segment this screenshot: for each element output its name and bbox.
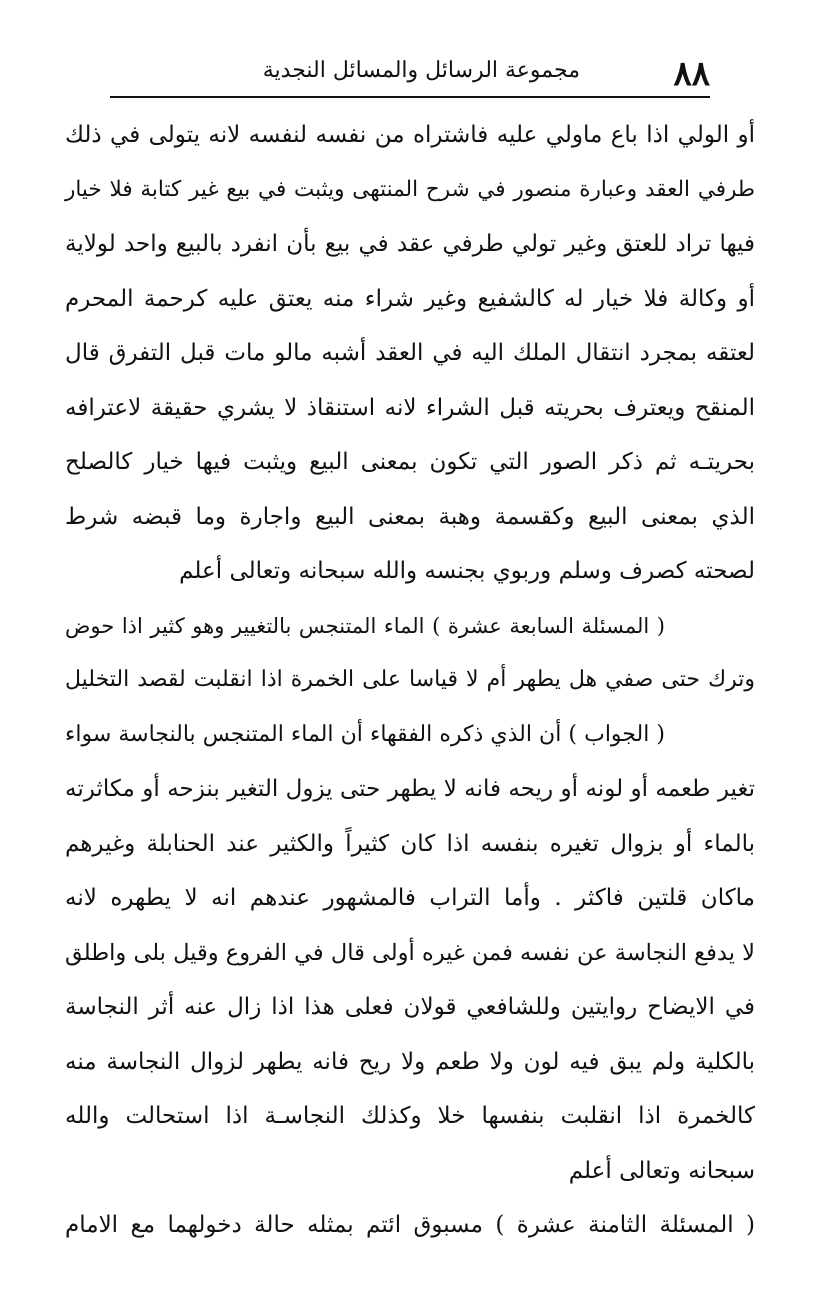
body-text [65, 108, 755, 1253]
text-line: ( المسئلة السابعة عشرة ) الماء المتنجس بالتغيير وهو كثير اذا حوض [65, 613, 665, 638]
text-line: الذي بمعنى البيع وكقسمة وهبة بمعنى البيع واجارة وما قبضه شرط [65, 503, 755, 530]
text-line: وترك حتى صفي هل يطهر أم لا قياسا على الخمرة اذا انقلبت لقصد التخليل [65, 667, 755, 692]
text-line: لا يدفع النجاسة عن نفسه فمن غيره أولى قال في الفروع وقيل بلى واطلق [65, 939, 755, 966]
text-line: سبحانه وتعالى أعلم [568, 1157, 755, 1184]
text-line: ماكان قلتين فاكثر . وأما التراب فالمشهور عندهم انه لا يطهره لانه [65, 885, 755, 911]
text-line: بالكلية ولم يبق فيه لون ولا طعم ولا ريح فانه يطهر لزوال النجاسة منه [65, 1048, 755, 1075]
header-rule [110, 96, 710, 98]
text-line: بحريتـه ثم ذكر الصور التي تكون بمعنى البيع ويثبت فيها خيار كالصلح [65, 449, 755, 475]
text-line: أو الولي اذا باع ماولي عليه فاشتراه من نفسه لنفسه لانه يتولى في ذلك [65, 122, 755, 148]
text-line: لصحته كصرف وسلم وربوي بجنسه والله سبحانه وتعالى أعلم [179, 558, 755, 584]
text-line: فيها تراد للعتق وغير تولي طرفي عقد في بيع بأن انفرد بالبيع واحد لولاية [65, 231, 755, 257]
text-line: طرفي العقد وعبارة منصور في شرح المنتهى ويثبت في بيع غير كتابة فلا خيار [65, 176, 755, 202]
text-line: ( الجواب ) أن الذي ذكره الفقهاء أن الماء المتنجس بالنجاسة سواء [65, 721, 665, 747]
text-line: ( المسئلة الثامنة عشرة ) مسبوق ائتم بمثله حالة دخولهما مع الامام [65, 1212, 755, 1238]
text-line: المنقح ويعترف بحريته قبل الشراء لانه استنقاذ لا يشري حقيقة لاعترافه [65, 394, 755, 421]
text-line: كالخمرة اذا انقلبت بنفسها خلا وكذلك النجاسـة اذا استحالت والله [65, 1103, 755, 1129]
text-line: في الايضاح روايتين وللشافعي قولان فعلى هذا اذا زال عنه أثر النجاسة [65, 994, 755, 1020]
running-title: مجموعة الرسائل والمسائل النجدية [262, 58, 580, 83]
page-header [110, 48, 710, 96]
text-line: لعتقه بمجرد انتقال الملك اليه في العقد أشبه مالو مات قبل التفرق قال [65, 340, 755, 366]
text-line: أو وكالة فلا خيار له كالشفيع وغير شراء منه يعتق عليه كرحمة المحرم [65, 285, 755, 312]
page-number: ٨٨ [673, 54, 710, 94]
text-line: تغير طعمه أو لونه أو ريحه فانه لا يطهر حتى يزول التغير بنزحه أو مكاثرته [65, 776, 755, 802]
text-line: بالماء أو بزوال تغيره بنفسه اذا كان كثيراً والكثير عند الحنابلة وغيرهم [65, 830, 755, 857]
